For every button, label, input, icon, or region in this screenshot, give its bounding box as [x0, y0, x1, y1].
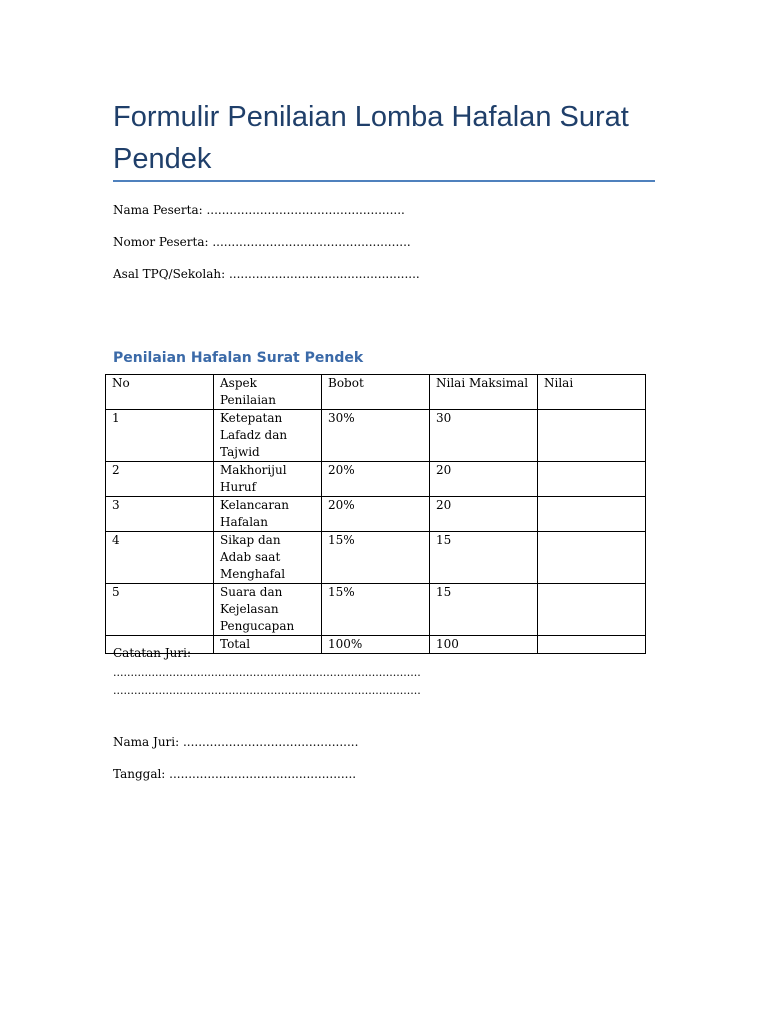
- participant-number-field: Nomor Peserta: ....................................................: [113, 235, 411, 249]
- table-row: [106, 584, 646, 636]
- title-underline: [113, 180, 655, 182]
- cell-no: 4: [106, 532, 214, 584]
- judge-notes-line-1: ........................................................................................: [113, 666, 421, 679]
- cell-no: 2: [106, 462, 214, 497]
- scoring-table: [105, 374, 646, 654]
- table-row: [106, 410, 646, 462]
- cell-total-weight: 100%: [322, 636, 430, 654]
- cell-total-max: 100: [430, 636, 538, 654]
- cell-no: 5: [106, 584, 214, 636]
- judge-notes-label: Catatan Juri:: [113, 646, 191, 660]
- cell-aspect: Sikap dan Adab saat Menghafal: [214, 532, 322, 584]
- cell-max: 20: [430, 497, 538, 532]
- judge-name-field: Nama Juri: ..............................................: [113, 735, 359, 749]
- table-row: [106, 532, 646, 584]
- judge-date-field: Tanggal: .................................................: [113, 767, 357, 781]
- header-cell-weight: Bobot: [322, 375, 430, 410]
- cell-weight: 15%: [322, 584, 430, 636]
- cell-score[interactable]: [538, 410, 646, 462]
- cell-score[interactable]: [538, 462, 646, 497]
- cell-no: 3: [106, 497, 214, 532]
- participant-school-field: Asal TPQ/Sekolah: ..................................................: [113, 267, 420, 281]
- cell-score[interactable]: [538, 497, 646, 532]
- cell-weight: 20%: [322, 462, 430, 497]
- cell-score[interactable]: [538, 532, 646, 584]
- cell-score[interactable]: [538, 584, 646, 636]
- header-cell-aspect: Aspek Penilaian: [214, 375, 322, 410]
- cell-max: 20: [430, 462, 538, 497]
- cell-no: 1: [106, 410, 214, 462]
- cell-total-score[interactable]: [538, 636, 646, 654]
- cell-weight: 30%: [322, 410, 430, 462]
- header-cell-no: No: [106, 375, 214, 410]
- header-cell-max: Nilai Maksimal: [430, 375, 538, 410]
- cell-weight: 15%: [322, 532, 430, 584]
- header-cell-score: Nilai: [538, 375, 646, 410]
- cell-max: 30: [430, 410, 538, 462]
- judge-notes-line-2: ........................................................................................: [113, 684, 421, 697]
- cell-aspect: Ketepatan Lafadz dan Tajwid: [214, 410, 322, 462]
- table-header-row: [106, 375, 646, 410]
- cell-aspect: Makhorijul Huruf: [214, 462, 322, 497]
- cell-aspect: Suara dan Kejelasan Pengucapan: [214, 584, 322, 636]
- cell-aspect: Kelancaran Hafalan: [214, 497, 322, 532]
- document-title: Formulir Penilaian Lomba Hafalan Surat Pendek: [113, 101, 629, 175]
- scoring-section-heading: Penilaian Hafalan Surat Pendek: [113, 350, 364, 366]
- cell-total-label: Total: [214, 636, 322, 654]
- table-row: [106, 462, 646, 497]
- table-row: [106, 497, 646, 532]
- cell-max: 15: [430, 584, 538, 636]
- cell-weight: 20%: [322, 497, 430, 532]
- cell-max: 15: [430, 532, 538, 584]
- participant-name-field: Nama Peserta: ....................................................: [113, 203, 405, 217]
